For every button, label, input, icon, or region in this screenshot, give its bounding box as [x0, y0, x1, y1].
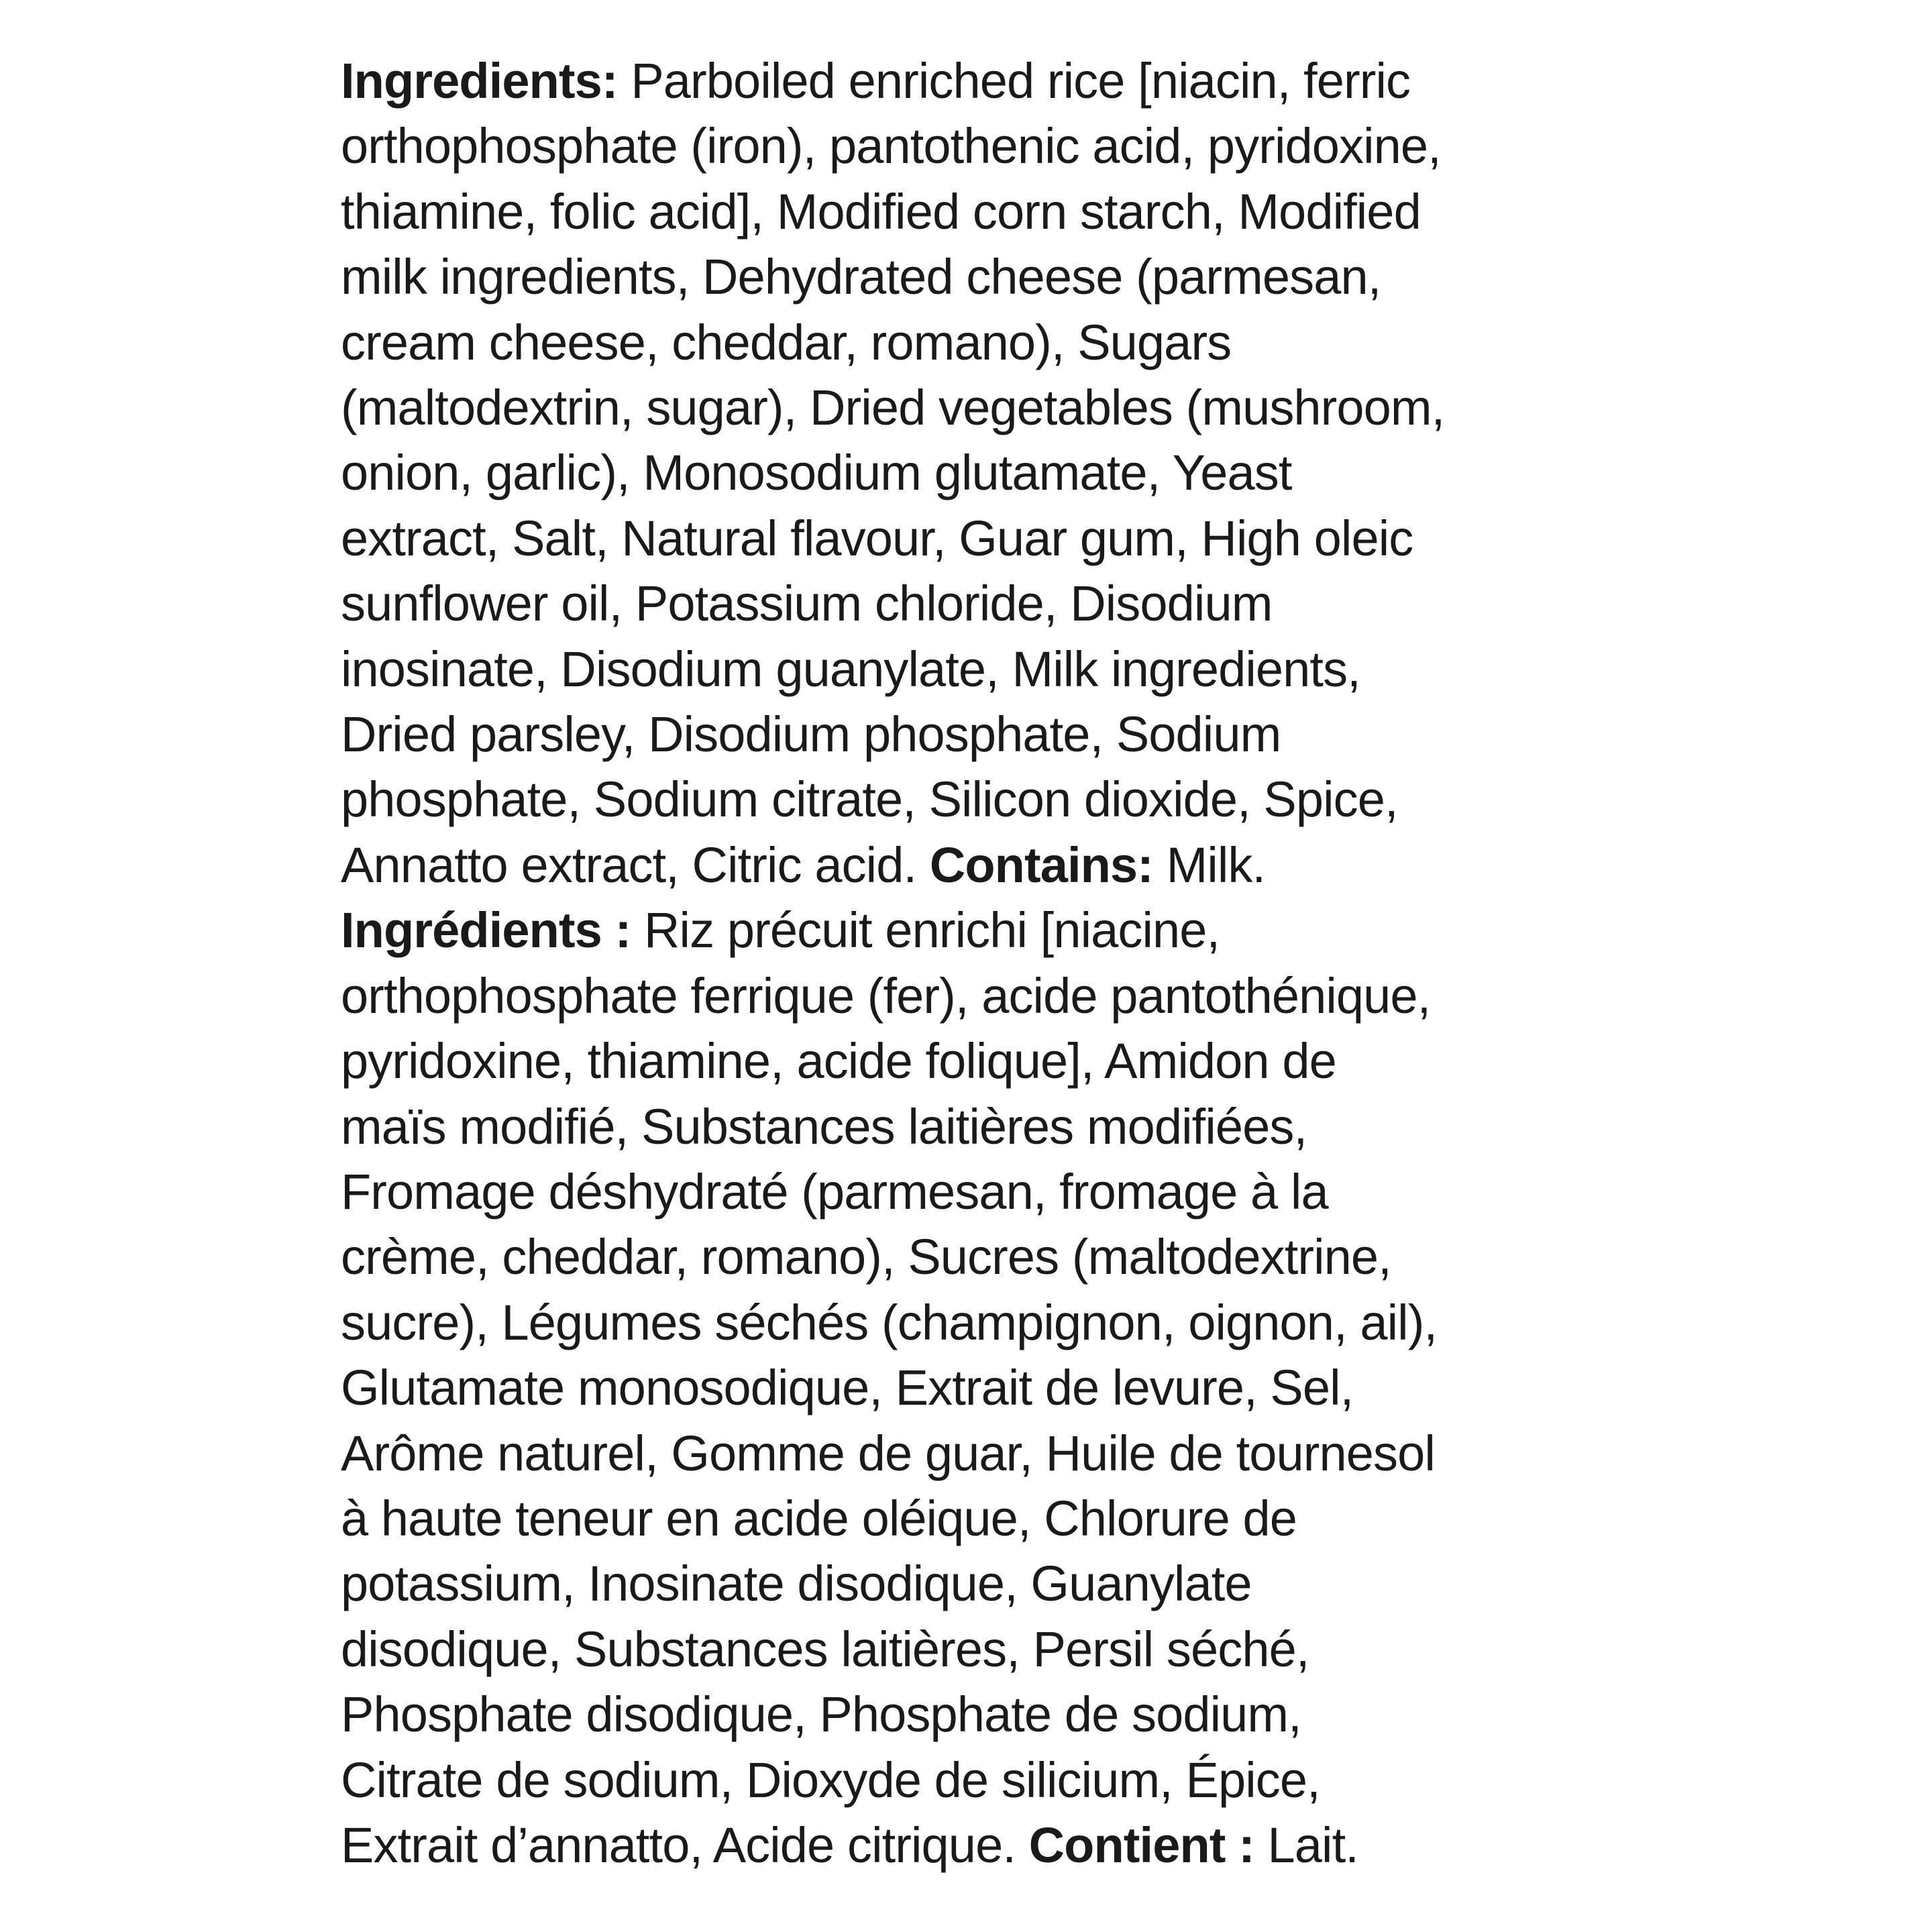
text-line: crème, cheddar, romano), Sucres (maltodextrine,	[341, 1229, 1391, 1285]
text-line: maïs modifié, Substances laitières modifiées,	[341, 1098, 1307, 1155]
text-line	[341, 1813, 1629, 1878]
text-line: Fromage déshydraté (parmesan, fromage à la	[341, 1163, 1328, 1220]
text-line: cream cheese, cheddar, romano), Sugars	[341, 314, 1232, 370]
text-line: thiamine, folic acid], Modified corn starch, Modified	[341, 183, 1421, 239]
allergen-text-fr: Lait.	[1254, 1817, 1358, 1873]
ingredients-english	[341, 48, 1629, 898]
text-line: (maltodextrin, sugar), Dried vegetables (mushroom,	[341, 380, 1445, 436]
text-line	[341, 48, 1629, 113]
contains-heading-fr: Contient :	[1028, 1817, 1254, 1873]
text-line: onion, garlic), Monosodium glutamate, Yeast	[341, 445, 1292, 501]
text-line: sucre), Légumes séchés (champignon, oignon, ail),	[341, 1294, 1438, 1350]
line-text: Parboiled enriched rice [niacin, ferric	[617, 53, 1411, 109]
contains-heading: Contains:	[929, 837, 1153, 893]
ingredients-french	[341, 898, 1629, 1878]
text-line: Glutamate monosodique, Extrait de levure, Sel,	[341, 1360, 1354, 1416]
text-line: Dried parsley, Disodium phosphate, Sodium	[341, 706, 1281, 763]
text-line	[341, 833, 1629, 898]
text-line: milk ingredients, Dehydrated cheese (parmesan,	[341, 249, 1381, 305]
line-text: Extrait d’annatto, Acide citrique.	[341, 1817, 1029, 1873]
text-line: Arôme naturel, Gomme de guar, Huile de tournesol	[341, 1425, 1435, 1481]
text-line: sunflower oil, Potassium chloride, Disodium	[341, 576, 1273, 632]
ingredients-heading-fr: Ingrédients :	[341, 902, 631, 959]
text-line	[341, 898, 1629, 963]
text-line: orthophosphate (iron), pantothenic acid, pyridoxine,	[341, 118, 1441, 174]
text-line: potassium, Inosinate disodique, Guanylate	[341, 1556, 1252, 1612]
line-text: Annatto extract, Citric acid.	[341, 837, 930, 893]
text-line: disodique, Substances laitières, Persil séché,	[341, 1621, 1309, 1677]
text-line: Citrate de sodium, Dioxyde de silicium, Épice,	[341, 1752, 1320, 1808]
text-line: phosphate, Sodium citrate, Silicon dioxide, Spice,	[341, 771, 1398, 828]
allergen-text: Milk.	[1152, 837, 1266, 893]
ingredients-label	[341, 48, 1629, 1878]
text-line: orthophosphate ferrique (fer), acide pantothénique,	[341, 967, 1431, 1024]
text-line: inosinate, Disodium guanylate, Milk ingredients,	[341, 641, 1360, 697]
line-text: Riz précuit enrichi [niacine,	[631, 902, 1220, 959]
text-line: extract, Salt, Natural flavour, Guar gum, High oleic	[341, 510, 1413, 566]
text-line: Phosphate disodique, Phosphate de sodium,	[341, 1686, 1301, 1743]
text-line: pyridoxine, thiamine, acide folique], Amidon de	[341, 1033, 1336, 1089]
ingredients-heading: Ingredients:	[341, 53, 618, 109]
text-line: à haute teneur en acide oléique, Chlorure de	[341, 1490, 1297, 1546]
